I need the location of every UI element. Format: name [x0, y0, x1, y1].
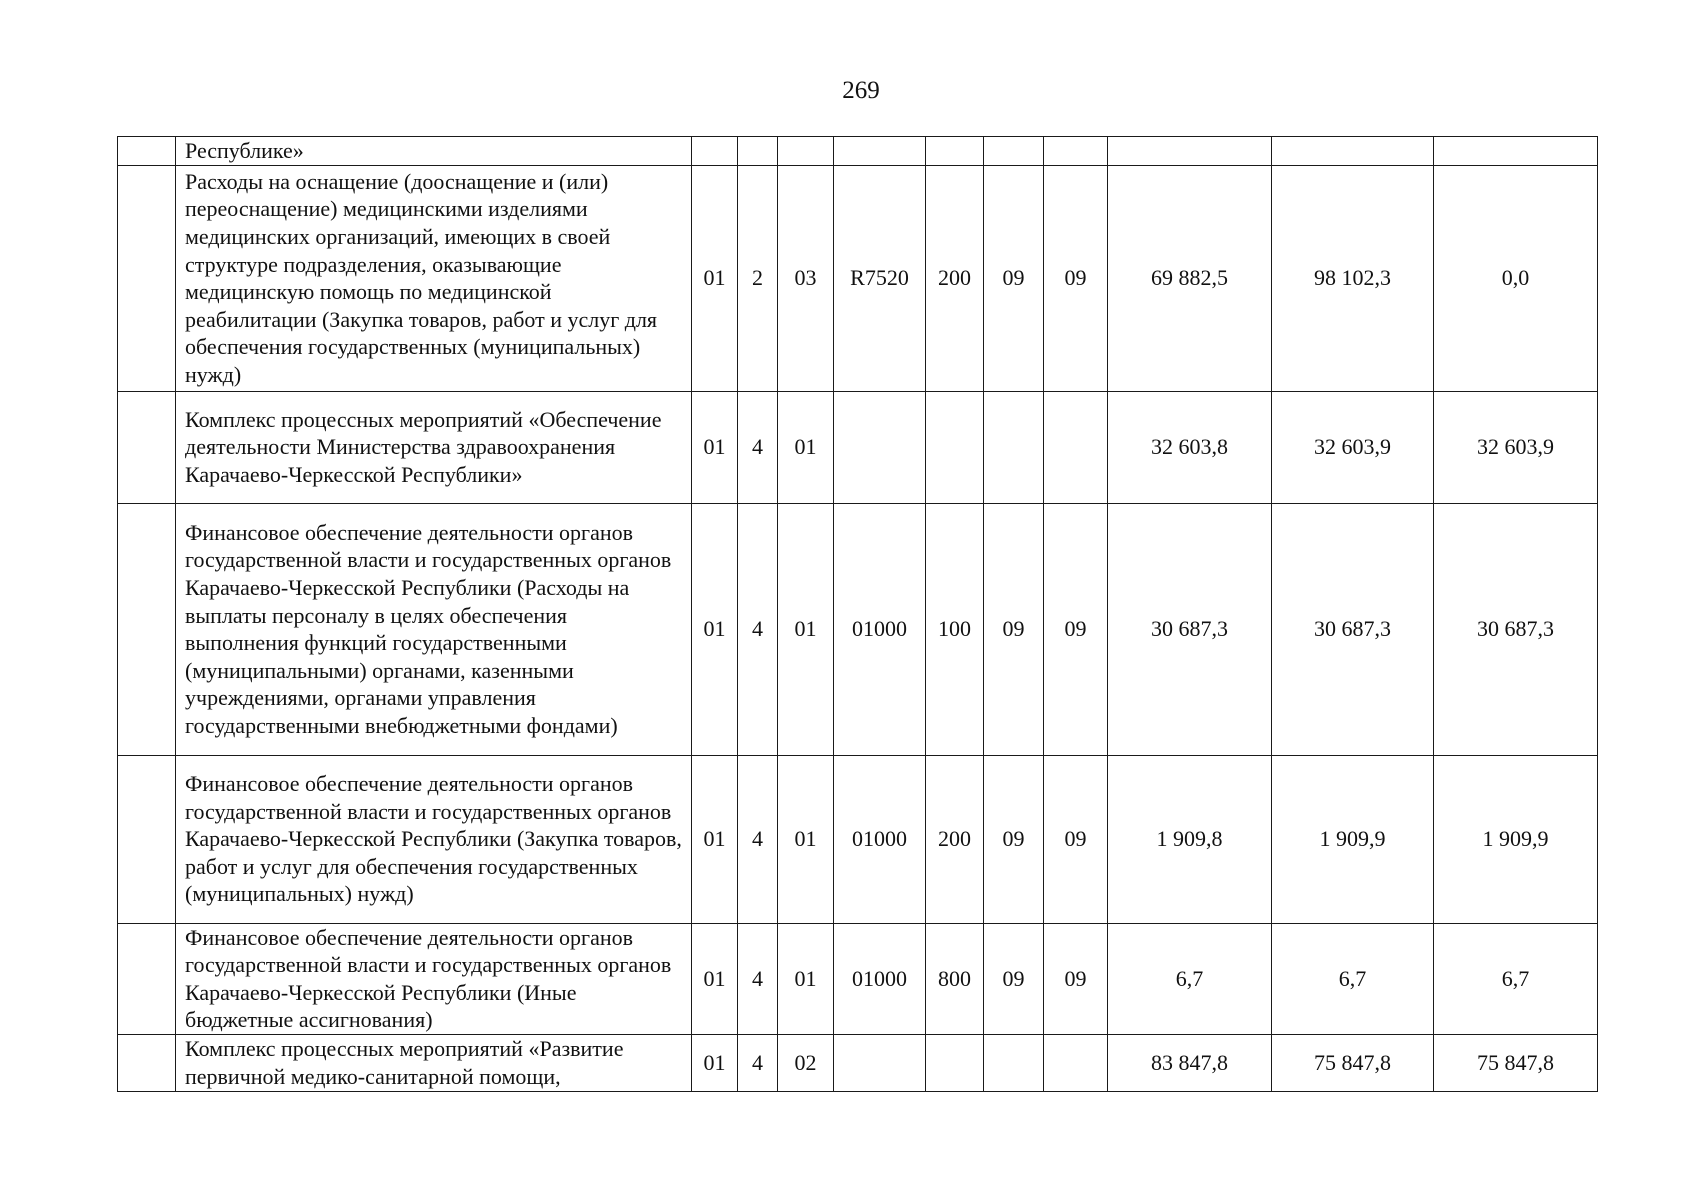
code-direction: 01000 — [834, 923, 926, 1034]
amount-year-3: 1 909,9 — [1434, 755, 1598, 923]
code-program: 01 — [692, 1034, 738, 1091]
code-program — [692, 137, 738, 166]
number-cell — [118, 923, 176, 1034]
code-subsection: 09 — [1044, 755, 1108, 923]
code-program: 01 — [692, 503, 738, 755]
code-section — [984, 137, 1044, 166]
code-section: 09 — [984, 755, 1044, 923]
code-type: 2 — [738, 165, 778, 391]
row-description: Комплекс процессных мероприятий «Развитие первичной медико-санитарной помощи, — [176, 1034, 692, 1091]
row-description: Финансовое обеспечение деятельности органов государственной власти и государственных органов Карачаево-Черкесской Республики (Расходы на выплаты персоналу в целях обеспечения выполнения функций государственными (муниципальными) органами, казенными учреждениями, органами управления государственными внебюджетными фондами) — [176, 503, 692, 755]
code-type: 4 — [738, 1034, 778, 1091]
code-expense-type: 200 — [926, 755, 984, 923]
amount-year-1: 83 847,8 — [1108, 1034, 1272, 1091]
number-cell — [118, 755, 176, 923]
code-direction: 01000 — [834, 503, 926, 755]
code-direction — [834, 391, 926, 503]
amount-year-2: 32 603,9 — [1272, 391, 1434, 503]
code-type: 4 — [738, 923, 778, 1034]
row-description: Финансовое обеспечение деятельности органов государственной власти и государственных органов Карачаево-Черкесской Республики (Иные бюджетные ассигнования) — [176, 923, 692, 1034]
amount-year-2: 1 909,9 — [1272, 755, 1434, 923]
table-row — [118, 1034, 1598, 1091]
code-expense-type: 100 — [926, 503, 984, 755]
code-structure — [778, 137, 834, 166]
code-type: 4 — [738, 503, 778, 755]
code-expense-type: 800 — [926, 923, 984, 1034]
amount-year-1: 32 603,8 — [1108, 391, 1272, 503]
code-expense-type — [926, 137, 984, 166]
amount-year-3: 75 847,8 — [1434, 1034, 1598, 1091]
code-structure: 03 — [778, 165, 834, 391]
table-row — [118, 391, 1598, 503]
table-row — [118, 755, 1598, 923]
code-type: 4 — [738, 391, 778, 503]
code-subsection — [1044, 391, 1108, 503]
code-subsection — [1044, 1034, 1108, 1091]
code-program: 01 — [692, 391, 738, 503]
amount-year-3: 6,7 — [1434, 923, 1598, 1034]
row-description: Расходы на оснащение (дооснащение и (или) переоснащение) медицинскими изделиями медицинских организаций, имеющих в своей структуре подразделения, оказывающие медицинскую помощь по медицинской реабилитации (Закупка товаров, работ и услуг для обеспечения государственных (муниципальных) нужд) — [176, 165, 692, 391]
code-section — [984, 391, 1044, 503]
amount-year-3: 30 687,3 — [1434, 503, 1598, 755]
number-cell — [118, 391, 176, 503]
code-section: 09 — [984, 923, 1044, 1034]
amount-year-2: 6,7 — [1272, 923, 1434, 1034]
amount-year-2: 75 847,8 — [1272, 1034, 1434, 1091]
number-cell — [118, 165, 176, 391]
amount-year-1: 30 687,3 — [1108, 503, 1272, 755]
code-subsection — [1044, 137, 1108, 166]
code-direction: R7520 — [834, 165, 926, 391]
number-cell — [118, 1034, 176, 1091]
code-expense-type — [926, 391, 984, 503]
amount-year-1: 1 909,8 — [1108, 755, 1272, 923]
code-type: 4 — [738, 755, 778, 923]
table-row — [118, 137, 1598, 166]
amount-year-3: 32 603,9 — [1434, 391, 1598, 503]
amount-year-2: 98 102,3 — [1272, 165, 1434, 391]
budget-table — [117, 136, 1598, 1092]
table-row — [118, 165, 1598, 391]
code-structure: 01 — [778, 755, 834, 923]
number-cell — [118, 137, 176, 166]
code-structure: 01 — [778, 923, 834, 1034]
code-structure: 02 — [778, 1034, 834, 1091]
number-cell — [118, 503, 176, 755]
code-program: 01 — [692, 923, 738, 1034]
row-description: Комплекс процессных мероприятий «Обеспечение деятельности Министерства здравоохранения Карачаево-Черкесской Республики» — [176, 391, 692, 503]
code-expense-type — [926, 1034, 984, 1091]
code-expense-type: 200 — [926, 165, 984, 391]
code-subsection: 09 — [1044, 165, 1108, 391]
amount-year-1: 6,7 — [1108, 923, 1272, 1034]
amount-year-1 — [1108, 137, 1272, 166]
code-direction: 01000 — [834, 755, 926, 923]
row-description: Республике» — [176, 137, 692, 166]
amount-year-2 — [1272, 137, 1434, 166]
amount-year-2: 30 687,3 — [1272, 503, 1434, 755]
code-type — [738, 137, 778, 166]
table-row — [118, 503, 1598, 755]
code-program: 01 — [692, 755, 738, 923]
code-direction — [834, 1034, 926, 1091]
code-section: 09 — [984, 503, 1044, 755]
code-structure: 01 — [778, 503, 834, 755]
page-number: 269 — [842, 77, 880, 104]
code-program: 01 — [692, 165, 738, 391]
code-section — [984, 1034, 1044, 1091]
code-subsection: 09 — [1044, 923, 1108, 1034]
row-description: Финансовое обеспечение деятельности органов государственной власти и государственных органов Карачаево-Черкесской Республики (Закупка товаров, работ и услуг для обеспечения государственных (муниципальных) нужд) — [176, 755, 692, 923]
amount-year-1: 69 882,5 — [1108, 165, 1272, 391]
code-structure: 01 — [778, 391, 834, 503]
amount-year-3 — [1434, 137, 1598, 166]
amount-year-3: 0,0 — [1434, 165, 1598, 391]
table-row — [118, 923, 1598, 1034]
code-section: 09 — [984, 165, 1044, 391]
code-direction — [834, 137, 926, 166]
code-subsection: 09 — [1044, 503, 1108, 755]
